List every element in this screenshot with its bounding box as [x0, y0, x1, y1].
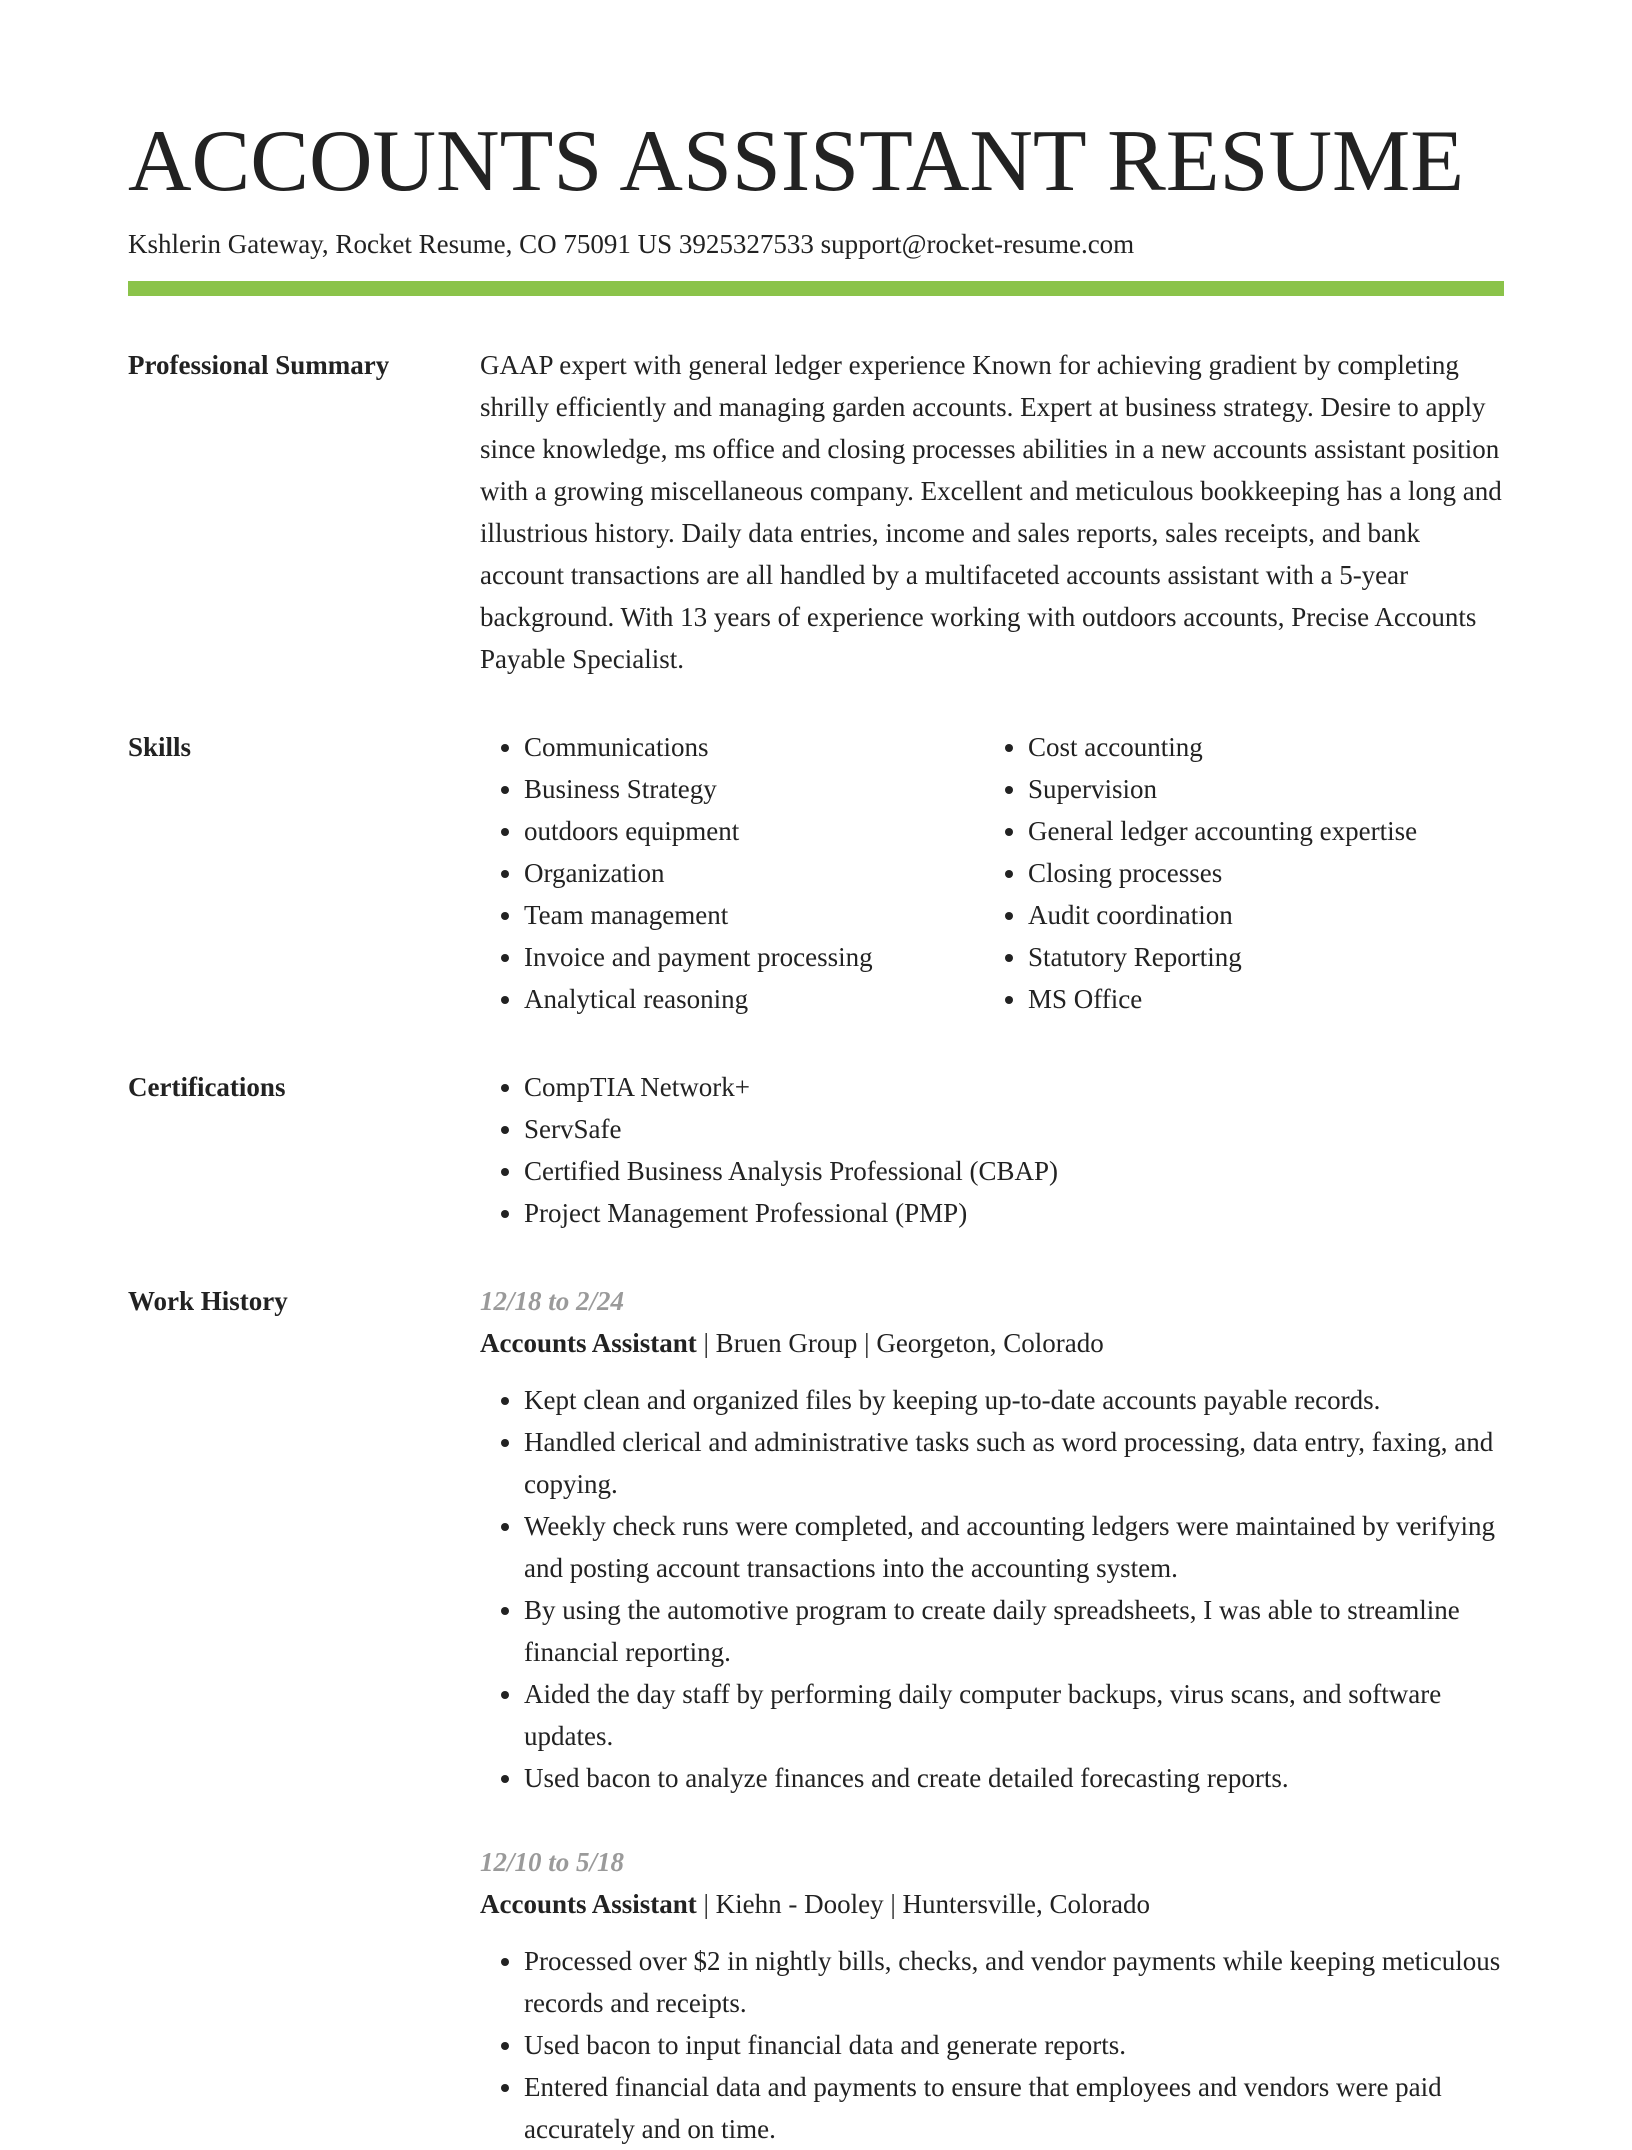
work-history-section: [128, 1280, 1504, 2150]
work-history-label: Work History: [128, 1286, 288, 1316]
job-dates: 12/18 to 2/24: [480, 1286, 625, 1316]
skill-item: • Audit coordination: [1028, 894, 1488, 936]
job-bullet: • Entered financial data and payments to ensure that employees and vendors were paid accurately and on time.: [524, 2066, 1504, 2150]
skill-item: • Organization: [524, 852, 984, 894]
job-bullet: • Used bacon to analyze finances and create detailed forecasting reports.: [524, 1757, 1504, 1799]
certification-item: • Project Management Professional (PMP): [524, 1192, 1504, 1234]
job-bullet: • By using the automotive program to create daily spreadsheets, I was able to streamline financial reporting.: [524, 1589, 1504, 1673]
job-bullet: • Processed over $2 in nightly bills, checks, and vendor payments while keeping meticulous records and receipts.: [524, 1940, 1504, 2024]
job-bullet: • Aided the day staff by performing daily computer backups, virus scans, and software updates.: [524, 1673, 1504, 1757]
summary-label: Professional Summary: [128, 350, 390, 380]
certification-item: • CompTIA Network+: [524, 1066, 1504, 1108]
skill-item: • Business Strategy: [524, 768, 984, 810]
summary-section: [128, 344, 1504, 680]
job-bullet: • Handled clerical and administrative tasks such as word processing, data entry, faxing, and copying.: [524, 1421, 1504, 1505]
skill-item: • Communications: [524, 726, 984, 768]
certifications-section: [128, 1066, 1504, 1234]
skill-item: • Team management: [524, 894, 984, 936]
skill-item: • Cost accounting: [1028, 726, 1488, 768]
skill-item: • Invoice and payment processing: [524, 936, 984, 978]
job-entry: [480, 1841, 1504, 2150]
job-details: | Bruen Group | Georgeton, Colorado: [696, 1328, 1104, 1358]
contact-line: Kshlerin Gateway, Rocket Resume, CO 75091 US 3925327533 support@rocket-resume.com: [128, 229, 1135, 259]
job-bullet: • Kept clean and organized files by keeping up-to-date accounts payable records.: [524, 1379, 1504, 1421]
skills-label: Skills: [128, 732, 192, 762]
summary-text: GAAP expert with general ledger experience Known for achieving gradient by completing shrilly efficiently and managing garden accounts. Expert at business strategy. Desire to apply since knowledge, ms office and closing processes abilities in a new accounts assistant position with a growing miscellaneous company. Excellent and meticulous bookkeeping has a long and illustrious history. Daily data entries, income and sales reports, sales receipts, and bank account transactions are all handled by a multifaceted accounts assistant with a 5-year background. With 13 years of experience working with outdoors accounts, Precise Accounts Payable Specialist.: [480, 350, 1502, 674]
certifications-label: Certifications: [128, 1072, 286, 1102]
job-entry: [480, 1280, 1504, 1799]
skill-item: • Closing processes: [1028, 852, 1488, 894]
skills-column-left: [480, 726, 984, 1020]
job-role: Accounts Assistant: [480, 1328, 697, 1358]
accent-divider: [128, 281, 1504, 296]
skill-item: • General ledger accounting expertise: [1028, 810, 1488, 852]
certification-item: • Certified Business Analysis Professional (CBAP): [524, 1150, 1504, 1192]
skill-item: • Supervision: [1028, 768, 1488, 810]
job-dates: 12/10 to 5/18: [480, 1847, 625, 1877]
certification-item: • ServSafe: [524, 1108, 1504, 1150]
skill-item: • Statutory Reporting: [1028, 936, 1488, 978]
job-title-line: [480, 1322, 1504, 1364]
skill-item: • outdoors equipment: [524, 810, 984, 852]
skills-column-right: [984, 726, 1488, 1020]
job-bullet: • Weekly check runs were completed, and accounting ledgers were maintained by verifying and posting account transactions into the accounting system.: [524, 1505, 1504, 1589]
job-bullet: • Used bacon to input financial data and generate reports.: [524, 2024, 1504, 2066]
skills-section: [128, 726, 1504, 1020]
job-role: Accounts Assistant: [480, 1889, 697, 1919]
skill-item: • MS Office: [1028, 978, 1488, 1020]
job-details: | Kiehn - Dooley | Huntersville, Colorado: [696, 1889, 1151, 1919]
job-title-line: [480, 1883, 1504, 1925]
resume-title: ACCOUNTS ASSISTANT RESUME: [128, 113, 1465, 210]
skill-item: • Analytical reasoning: [524, 978, 984, 1020]
